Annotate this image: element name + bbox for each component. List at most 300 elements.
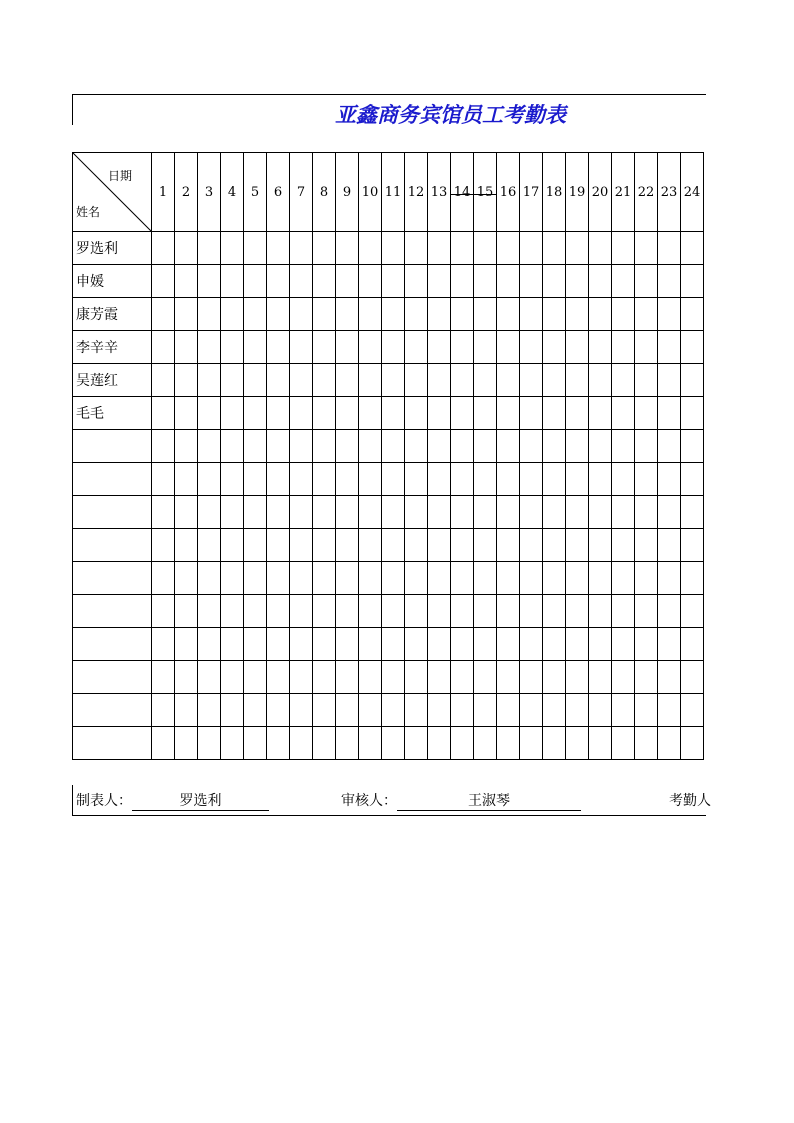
attendance-cell[interactable] <box>336 265 359 298</box>
attendance-cell[interactable] <box>336 529 359 562</box>
attendance-cell[interactable] <box>428 661 451 694</box>
attendance-cell[interactable] <box>198 298 221 331</box>
attendance-cell[interactable] <box>221 628 244 661</box>
attendance-cell[interactable] <box>612 463 635 496</box>
attendance-cell[interactable] <box>566 397 589 430</box>
attendance-cell[interactable] <box>221 298 244 331</box>
attendance-cell[interactable] <box>175 694 198 727</box>
attendance-cell[interactable] <box>566 628 589 661</box>
attendance-cell[interactable] <box>451 529 474 562</box>
attendance-cell[interactable] <box>359 562 382 595</box>
attendance-cell[interactable] <box>520 694 543 727</box>
attendance-cell[interactable] <box>290 595 313 628</box>
attendance-cell[interactable] <box>313 430 336 463</box>
attendance-cell[interactable] <box>198 496 221 529</box>
attendance-cell[interactable] <box>520 595 543 628</box>
attendance-cell[interactable] <box>474 496 497 529</box>
attendance-cell[interactable] <box>198 364 221 397</box>
attendance-cell[interactable] <box>175 298 198 331</box>
attendance-cell[interactable] <box>405 298 428 331</box>
attendance-cell[interactable] <box>336 628 359 661</box>
attendance-cell[interactable] <box>313 595 336 628</box>
attendance-cell[interactable] <box>382 364 405 397</box>
attendance-cell[interactable] <box>612 331 635 364</box>
attendance-cell[interactable] <box>566 727 589 760</box>
attendance-cell[interactable] <box>589 331 612 364</box>
attendance-cell[interactable] <box>336 298 359 331</box>
attendance-cell[interactable] <box>198 430 221 463</box>
attendance-cell[interactable] <box>175 595 198 628</box>
attendance-cell[interactable] <box>681 562 704 595</box>
attendance-cell[interactable] <box>221 562 244 595</box>
attendance-cell[interactable] <box>451 727 474 760</box>
attendance-cell[interactable] <box>635 496 658 529</box>
attendance-cell[interactable] <box>267 331 290 364</box>
attendance-cell[interactable] <box>290 364 313 397</box>
attendance-cell[interactable] <box>313 628 336 661</box>
attendance-cell[interactable] <box>152 331 175 364</box>
attendance-cell[interactable] <box>474 595 497 628</box>
attendance-cell[interactable] <box>405 496 428 529</box>
attendance-cell[interactable] <box>336 364 359 397</box>
reviewer-name[interactable]: 王淑琴 <box>397 792 581 811</box>
attendance-cell[interactable] <box>382 496 405 529</box>
attendance-cell[interactable] <box>267 529 290 562</box>
attendance-cell[interactable] <box>313 562 336 595</box>
attendance-cell[interactable] <box>543 298 566 331</box>
attendance-cell[interactable] <box>175 727 198 760</box>
attendance-cell[interactable] <box>428 298 451 331</box>
attendance-cell[interactable] <box>336 661 359 694</box>
attendance-cell[interactable] <box>405 331 428 364</box>
attendance-cell[interactable] <box>681 364 704 397</box>
attendance-cell[interactable] <box>359 595 382 628</box>
attendance-cell[interactable] <box>681 265 704 298</box>
attendance-cell[interactable] <box>520 298 543 331</box>
attendance-cell[interactable] <box>267 595 290 628</box>
attendance-cell[interactable] <box>198 727 221 760</box>
attendance-cell[interactable] <box>336 232 359 265</box>
attendance-cell[interactable] <box>405 628 428 661</box>
attendance-cell[interactable] <box>658 265 681 298</box>
attendance-cell[interactable] <box>658 694 681 727</box>
attendance-cell[interactable] <box>635 562 658 595</box>
attendance-cell[interactable] <box>313 265 336 298</box>
attendance-cell[interactable] <box>152 232 175 265</box>
employee-name-cell[interactable]: 申媛 <box>73 265 152 298</box>
attendance-cell[interactable] <box>497 298 520 331</box>
attendance-cell[interactable] <box>221 232 244 265</box>
attendance-cell[interactable] <box>198 628 221 661</box>
attendance-cell[interactable] <box>658 529 681 562</box>
attendance-cell[interactable] <box>635 628 658 661</box>
attendance-cell[interactable] <box>267 265 290 298</box>
attendance-cell[interactable] <box>451 463 474 496</box>
attendance-cell[interactable] <box>313 331 336 364</box>
attendance-cell[interactable] <box>336 463 359 496</box>
attendance-cell[interactable] <box>405 364 428 397</box>
attendance-cell[interactable] <box>175 265 198 298</box>
employee-name-cell[interactable] <box>73 595 152 628</box>
attendance-cell[interactable] <box>635 397 658 430</box>
attendance-cell[interactable] <box>244 232 267 265</box>
attendance-cell[interactable] <box>152 661 175 694</box>
attendance-cell[interactable] <box>681 232 704 265</box>
attendance-cell[interactable] <box>382 562 405 595</box>
attendance-cell[interactable] <box>474 562 497 595</box>
attendance-cell[interactable] <box>428 727 451 760</box>
attendance-cell[interactable] <box>451 562 474 595</box>
attendance-cell[interactable] <box>382 265 405 298</box>
attendance-cell[interactable] <box>543 265 566 298</box>
attendance-cell[interactable] <box>566 595 589 628</box>
attendance-cell[interactable] <box>681 661 704 694</box>
attendance-cell[interactable] <box>474 661 497 694</box>
attendance-cell[interactable] <box>198 463 221 496</box>
attendance-cell[interactable] <box>359 331 382 364</box>
attendance-cell[interactable] <box>451 430 474 463</box>
attendance-cell[interactable] <box>658 562 681 595</box>
attendance-cell[interactable] <box>359 265 382 298</box>
attendance-cell[interactable] <box>359 661 382 694</box>
attendance-cell[interactable] <box>290 562 313 595</box>
attendance-cell[interactable] <box>267 397 290 430</box>
attendance-cell[interactable] <box>313 496 336 529</box>
attendance-cell[interactable] <box>658 595 681 628</box>
attendance-cell[interactable] <box>267 727 290 760</box>
attendance-cell[interactable] <box>175 628 198 661</box>
attendance-cell[interactable] <box>635 529 658 562</box>
attendance-cell[interactable] <box>175 397 198 430</box>
attendance-cell[interactable] <box>451 364 474 397</box>
attendance-cell[interactable] <box>175 232 198 265</box>
attendance-cell[interactable] <box>244 331 267 364</box>
attendance-cell[interactable] <box>405 727 428 760</box>
attendance-cell[interactable] <box>152 397 175 430</box>
attendance-cell[interactable] <box>336 694 359 727</box>
employee-name-cell[interactable] <box>73 463 152 496</box>
attendance-cell[interactable] <box>359 496 382 529</box>
attendance-cell[interactable] <box>589 529 612 562</box>
attendance-cell[interactable] <box>336 397 359 430</box>
attendance-cell[interactable] <box>405 232 428 265</box>
employee-name-cell[interactable] <box>73 529 152 562</box>
attendance-cell[interactable] <box>681 529 704 562</box>
attendance-cell[interactable] <box>244 496 267 529</box>
attendance-cell[interactable] <box>612 265 635 298</box>
attendance-cell[interactable] <box>382 727 405 760</box>
attendance-cell[interactable] <box>221 595 244 628</box>
attendance-cell[interactable] <box>612 232 635 265</box>
attendance-cell[interactable] <box>474 430 497 463</box>
attendance-cell[interactable] <box>290 463 313 496</box>
attendance-cell[interactable] <box>451 265 474 298</box>
employee-name-cell[interactable] <box>73 562 152 595</box>
attendance-cell[interactable] <box>474 694 497 727</box>
attendance-cell[interactable] <box>336 496 359 529</box>
attendance-cell[interactable] <box>451 397 474 430</box>
attendance-cell[interactable] <box>497 265 520 298</box>
attendance-cell[interactable] <box>497 628 520 661</box>
attendance-cell[interactable] <box>175 364 198 397</box>
attendance-cell[interactable] <box>612 430 635 463</box>
attendance-cell[interactable] <box>497 595 520 628</box>
attendance-cell[interactable] <box>175 661 198 694</box>
attendance-cell[interactable] <box>244 265 267 298</box>
attendance-cell[interactable] <box>382 463 405 496</box>
attendance-cell[interactable] <box>428 496 451 529</box>
attendance-cell[interactable] <box>635 298 658 331</box>
attendance-cell[interactable] <box>451 661 474 694</box>
attendance-cell[interactable] <box>520 430 543 463</box>
attendance-cell[interactable] <box>497 397 520 430</box>
attendance-cell[interactable] <box>313 364 336 397</box>
attendance-cell[interactable] <box>543 562 566 595</box>
attendance-cell[interactable] <box>543 463 566 496</box>
attendance-cell[interactable] <box>313 397 336 430</box>
employee-name-cell[interactable] <box>73 661 152 694</box>
attendance-cell[interactable] <box>612 595 635 628</box>
attendance-cell[interactable] <box>543 496 566 529</box>
attendance-cell[interactable] <box>152 430 175 463</box>
attendance-cell[interactable] <box>267 661 290 694</box>
attendance-cell[interactable] <box>152 265 175 298</box>
attendance-cell[interactable] <box>566 364 589 397</box>
attendance-cell[interactable] <box>290 496 313 529</box>
attendance-cell[interactable] <box>497 430 520 463</box>
attendance-cell[interactable] <box>566 265 589 298</box>
attendance-cell[interactable] <box>474 397 497 430</box>
attendance-cell[interactable] <box>589 661 612 694</box>
attendance-cell[interactable] <box>267 496 290 529</box>
attendance-cell[interactable] <box>451 331 474 364</box>
attendance-cell[interactable] <box>175 529 198 562</box>
attendance-cell[interactable] <box>612 628 635 661</box>
attendance-cell[interactable] <box>244 727 267 760</box>
attendance-cell[interactable] <box>175 496 198 529</box>
attendance-cell[interactable] <box>589 463 612 496</box>
attendance-cell[interactable] <box>543 694 566 727</box>
attendance-cell[interactable] <box>359 463 382 496</box>
attendance-cell[interactable] <box>290 628 313 661</box>
attendance-cell[interactable] <box>658 496 681 529</box>
attendance-cell[interactable] <box>198 265 221 298</box>
attendance-cell[interactable] <box>520 232 543 265</box>
attendance-cell[interactable] <box>152 694 175 727</box>
attendance-cell[interactable] <box>267 562 290 595</box>
attendance-cell[interactable] <box>566 463 589 496</box>
attendance-cell[interactable] <box>267 430 290 463</box>
attendance-cell[interactable] <box>382 628 405 661</box>
attendance-cell[interactable] <box>359 529 382 562</box>
attendance-cell[interactable] <box>405 562 428 595</box>
attendance-cell[interactable] <box>152 595 175 628</box>
attendance-cell[interactable] <box>520 331 543 364</box>
attendance-cell[interactable] <box>566 331 589 364</box>
attendance-cell[interactable] <box>635 661 658 694</box>
attendance-cell[interactable] <box>658 364 681 397</box>
attendance-cell[interactable] <box>313 298 336 331</box>
attendance-cell[interactable] <box>405 397 428 430</box>
attendance-cell[interactable] <box>543 661 566 694</box>
attendance-cell[interactable] <box>474 298 497 331</box>
attendance-cell[interactable] <box>497 529 520 562</box>
attendance-cell[interactable] <box>520 727 543 760</box>
attendance-cell[interactable] <box>428 397 451 430</box>
attendance-cell[interactable] <box>497 562 520 595</box>
attendance-cell[interactable] <box>428 463 451 496</box>
attendance-cell[interactable] <box>658 628 681 661</box>
attendance-cell[interactable] <box>382 661 405 694</box>
attendance-cell[interactable] <box>152 727 175 760</box>
attendance-cell[interactable] <box>382 331 405 364</box>
attendance-cell[interactable] <box>589 430 612 463</box>
attendance-cell[interactable] <box>612 661 635 694</box>
attendance-cell[interactable] <box>336 331 359 364</box>
attendance-cell[interactable] <box>497 727 520 760</box>
attendance-cell[interactable] <box>313 661 336 694</box>
attendance-cell[interactable] <box>635 595 658 628</box>
attendance-cell[interactable] <box>244 694 267 727</box>
attendance-cell[interactable] <box>221 463 244 496</box>
attendance-cell[interactable] <box>405 265 428 298</box>
attendance-cell[interactable] <box>405 694 428 727</box>
attendance-cell[interactable] <box>474 232 497 265</box>
attendance-cell[interactable] <box>428 364 451 397</box>
attendance-cell[interactable] <box>198 595 221 628</box>
attendance-cell[interactable] <box>359 232 382 265</box>
attendance-cell[interactable] <box>244 364 267 397</box>
attendance-cell[interactable] <box>543 529 566 562</box>
attendance-cell[interactable] <box>359 694 382 727</box>
attendance-cell[interactable] <box>681 430 704 463</box>
attendance-cell[interactable] <box>543 595 566 628</box>
attendance-cell[interactable] <box>359 298 382 331</box>
employee-name-cell[interactable] <box>73 694 152 727</box>
attendance-cell[interactable] <box>474 628 497 661</box>
attendance-cell[interactable] <box>290 331 313 364</box>
attendance-cell[interactable] <box>658 331 681 364</box>
attendance-cell[interactable] <box>405 529 428 562</box>
attendance-cell[interactable] <box>221 364 244 397</box>
attendance-cell[interactable] <box>635 430 658 463</box>
attendance-cell[interactable] <box>681 628 704 661</box>
attendance-cell[interactable] <box>244 430 267 463</box>
attendance-cell[interactable] <box>267 463 290 496</box>
attendance-cell[interactable] <box>566 661 589 694</box>
attendance-cell[interactable] <box>543 364 566 397</box>
attendance-cell[interactable] <box>428 430 451 463</box>
attendance-cell[interactable] <box>543 397 566 430</box>
attendance-cell[interactable] <box>359 397 382 430</box>
attendance-cell[interactable] <box>428 265 451 298</box>
attendance-cell[interactable] <box>612 496 635 529</box>
employee-name-cell[interactable]: 康芳霞 <box>73 298 152 331</box>
attendance-cell[interactable] <box>198 331 221 364</box>
attendance-cell[interactable] <box>589 562 612 595</box>
attendance-cell[interactable] <box>175 331 198 364</box>
employee-name-cell[interactable]: 毛毛 <box>73 397 152 430</box>
attendance-cell[interactable] <box>566 529 589 562</box>
attendance-cell[interactable] <box>658 727 681 760</box>
attendance-cell[interactable] <box>474 265 497 298</box>
attendance-cell[interactable] <box>589 265 612 298</box>
attendance-cell[interactable] <box>451 694 474 727</box>
attendance-cell[interactable] <box>221 265 244 298</box>
attendance-cell[interactable] <box>382 529 405 562</box>
attendance-cell[interactable] <box>221 727 244 760</box>
attendance-cell[interactable] <box>175 562 198 595</box>
attendance-cell[interactable] <box>497 364 520 397</box>
attendance-cell[interactable] <box>336 595 359 628</box>
attendance-cell[interactable] <box>175 463 198 496</box>
attendance-cell[interactable] <box>428 595 451 628</box>
attendance-cell[interactable] <box>221 397 244 430</box>
attendance-cell[interactable] <box>612 364 635 397</box>
attendance-cell[interactable] <box>497 232 520 265</box>
attendance-cell[interactable] <box>612 397 635 430</box>
attendance-cell[interactable] <box>428 331 451 364</box>
attendance-cell[interactable] <box>612 694 635 727</box>
attendance-cell[interactable] <box>198 529 221 562</box>
attendance-cell[interactable] <box>428 562 451 595</box>
attendance-cell[interactable] <box>589 694 612 727</box>
attendance-cell[interactable] <box>543 727 566 760</box>
employee-name-cell[interactable] <box>73 628 152 661</box>
attendance-cell[interactable] <box>198 232 221 265</box>
attendance-cell[interactable] <box>681 397 704 430</box>
attendance-cell[interactable] <box>313 463 336 496</box>
attendance-cell[interactable] <box>589 397 612 430</box>
attendance-cell[interactable] <box>566 694 589 727</box>
attendance-cell[interactable] <box>290 694 313 727</box>
attendance-cell[interactable] <box>405 430 428 463</box>
attendance-cell[interactable] <box>313 529 336 562</box>
attendance-cell[interactable] <box>658 661 681 694</box>
attendance-cell[interactable] <box>244 529 267 562</box>
attendance-cell[interactable] <box>658 430 681 463</box>
attendance-cell[interactable] <box>290 727 313 760</box>
attendance-cell[interactable] <box>520 562 543 595</box>
attendance-cell[interactable] <box>543 331 566 364</box>
attendance-cell[interactable] <box>497 331 520 364</box>
attendance-cell[interactable] <box>198 397 221 430</box>
attendance-cell[interactable] <box>336 430 359 463</box>
attendance-cell[interactable] <box>152 364 175 397</box>
attendance-cell[interactable] <box>382 232 405 265</box>
attendance-cell[interactable] <box>520 463 543 496</box>
attendance-cell[interactable] <box>221 496 244 529</box>
attendance-cell[interactable] <box>451 595 474 628</box>
maker-name[interactable]: 罗选利 <box>132 792 269 811</box>
attendance-cell[interactable] <box>336 727 359 760</box>
attendance-cell[interactable] <box>244 628 267 661</box>
attendance-cell[interactable] <box>497 694 520 727</box>
attendance-cell[interactable] <box>566 430 589 463</box>
attendance-cell[interactable] <box>244 595 267 628</box>
attendance-cell[interactable] <box>382 595 405 628</box>
attendance-cell[interactable] <box>152 298 175 331</box>
attendance-cell[interactable] <box>428 529 451 562</box>
attendance-cell[interactable] <box>474 463 497 496</box>
employee-name-cell[interactable] <box>73 727 152 760</box>
attendance-cell[interactable] <box>681 694 704 727</box>
attendance-cell[interactable] <box>244 463 267 496</box>
attendance-cell[interactable] <box>612 529 635 562</box>
attendance-cell[interactable] <box>566 232 589 265</box>
attendance-cell[interactable] <box>474 529 497 562</box>
attendance-cell[interactable] <box>221 529 244 562</box>
